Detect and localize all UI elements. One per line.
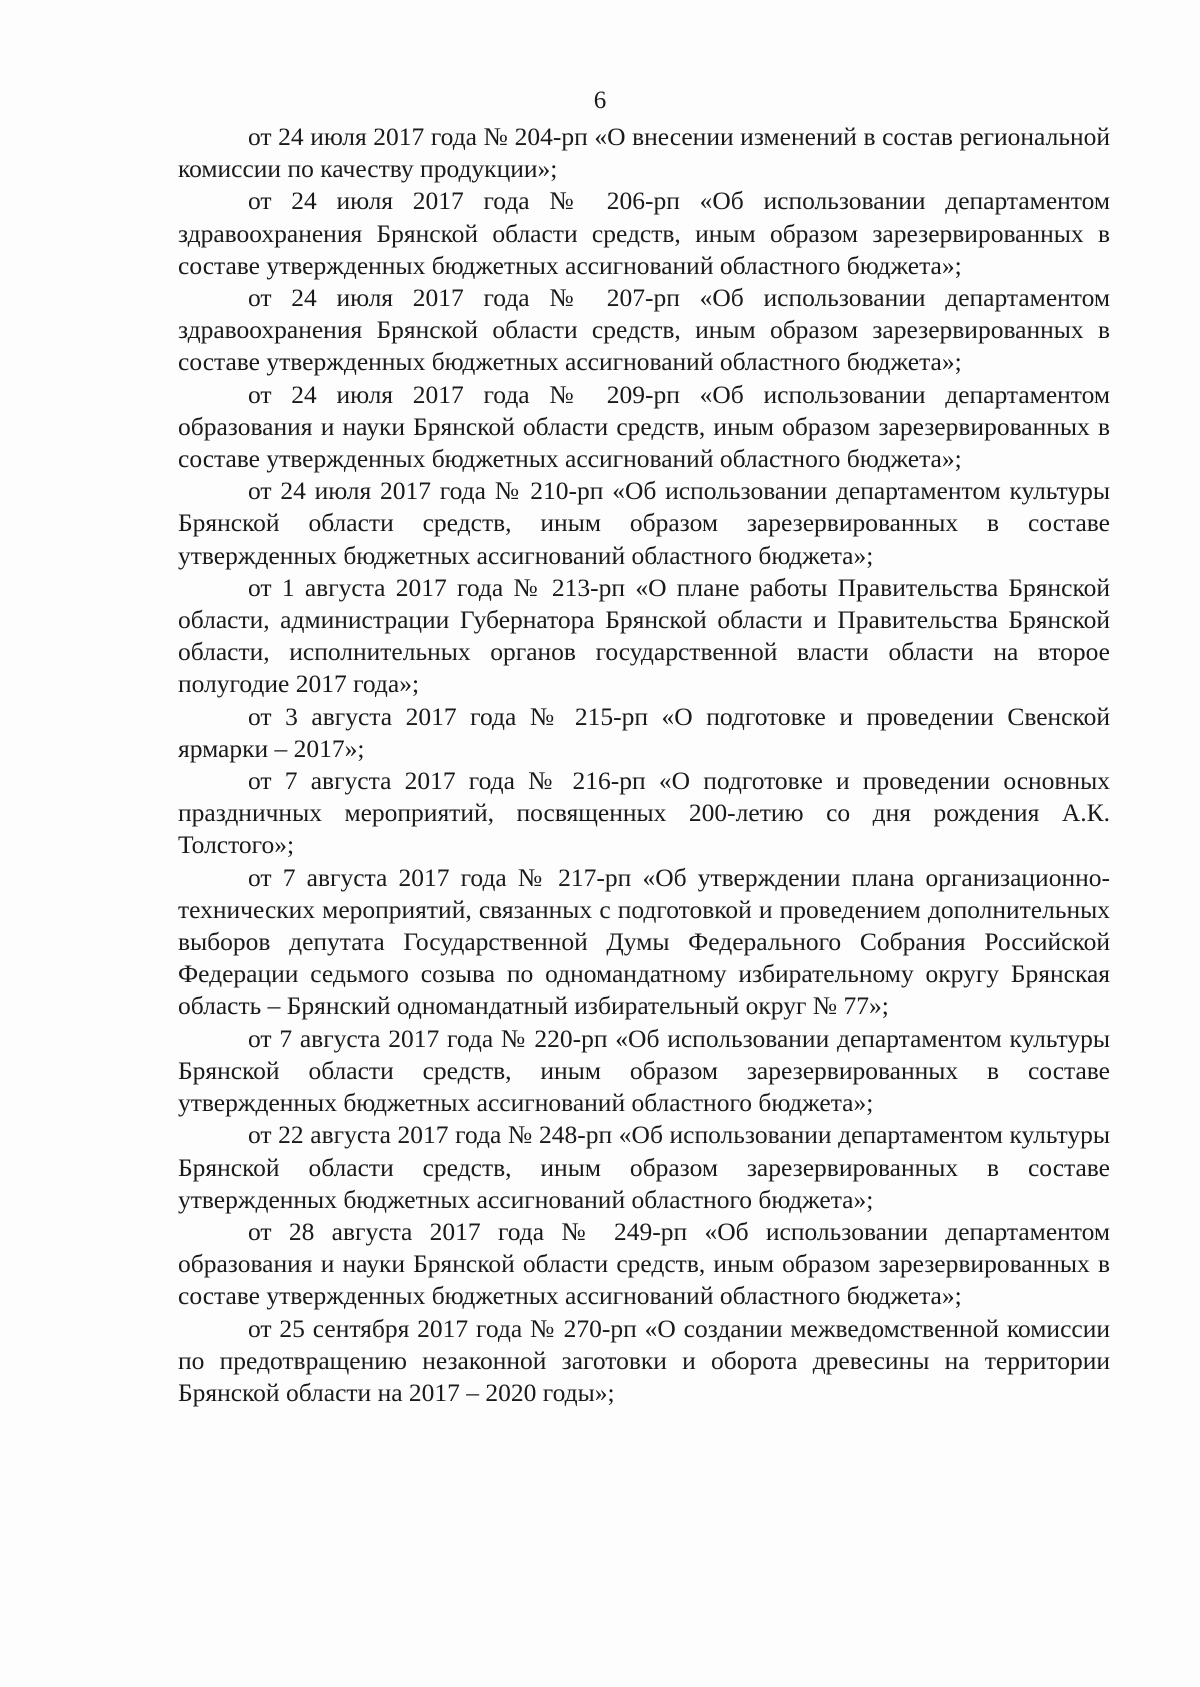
page-number: 6 [593, 87, 607, 114]
list-item: от 1 августа 2017 года № 213-рп «О плане работы Правительства Брянской области, администрации Губернатора Брянской области и Правительства Брянской области, исполнительных органов государственной власти области на второе полугодие 2017 года»; [178, 572, 1110, 699]
list-item: от 28 августа 2017 года № 249-рп «Об использовании департаментом образования и науки Брянской области средств, иным образом зарезервированных в составе утвержденных бюджетных ассигнований областного бюджета»; [178, 1216, 1110, 1311]
list-item: от 24 июля 2017 года № 207-рп «Об использовании департаментом здравоохранения Брянской области средств, иным образом зарезервированных в составе утвержденных бюджетных ассигнований областного бюджета»; [178, 283, 1110, 377]
list-item: от 3 августа 2017 года № 215-рп «О подготовке и проведении Свенской ярмарки – 2017»; [178, 701, 1110, 763]
list-item: от 22 августа 2017 года № 248-рп «Об использовании департаментом культуры Брянской области средств, иным образом зарезервированных в составе утвержденных бюджетных ассигнований областного бюджета»; [178, 1120, 1110, 1214]
list-item: от 24 июля 2017 года № 210-рп «Об использовании департаментом культуры Брянской области средств, иным образом зарезервированных в составе утвержденных бюджетных ассигнований областного бюджета»; [178, 476, 1110, 570]
list-item: от 24 июля 2017 года № 209-рп «Об использовании департаментом образования и науки Брянской области средств, иным образом зарезервированных в составе утвержденных бюджетных ассигнований областного бюджета»; [178, 379, 1110, 474]
list-item: от 7 августа 2017 года № 217-рп «Об утверждении плана организационно-технических мероприятий, связанных с подготовкой и проведением дополнительных выборов депутата Государственной Думы Федерального Собрания Российской Федерации седьмого созыва по одномандатному избирательному округу Брянская область – Брянский одномандатный избирательный округ № 77»; [178, 862, 1110, 1021]
list-item: от 24 июля 2017 года № 206-рп «Об использовании департаментом здравоохранения Брянской области средств, иным образом зарезервированных в составе утвержденных бюджетных ассигнований областного бюджета»; [178, 186, 1110, 280]
list-item: от 24 июля 2017 года № 204-рп «О внесении изменений в состав региональной комиссии по качеству продукции»; [178, 122, 1110, 184]
list-item: от 25 сентября 2017 года № 270-рп «О создании межведомственной комиссии по предотвращению незаконной заготовки и оборота древесины на территории Брянской области на 2017 – 2020 годы»; [178, 1313, 1110, 1407]
list-item: от 7 августа 2017 года № 220-рп «Об использовании департаментом культуры Брянской области средств, иным образом зарезервированных в составе утвержденных бюджетных ассигнований областного бюджета»; [178, 1023, 1110, 1118]
list-item: от 7 августа 2017 года № 216-рп «О подготовке и проведении основных праздничных мероприятий, посвященных 200-летию со дня рождения А.К. Толстого»; [178, 766, 1110, 860]
order-list [178, 121, 1110, 1409]
